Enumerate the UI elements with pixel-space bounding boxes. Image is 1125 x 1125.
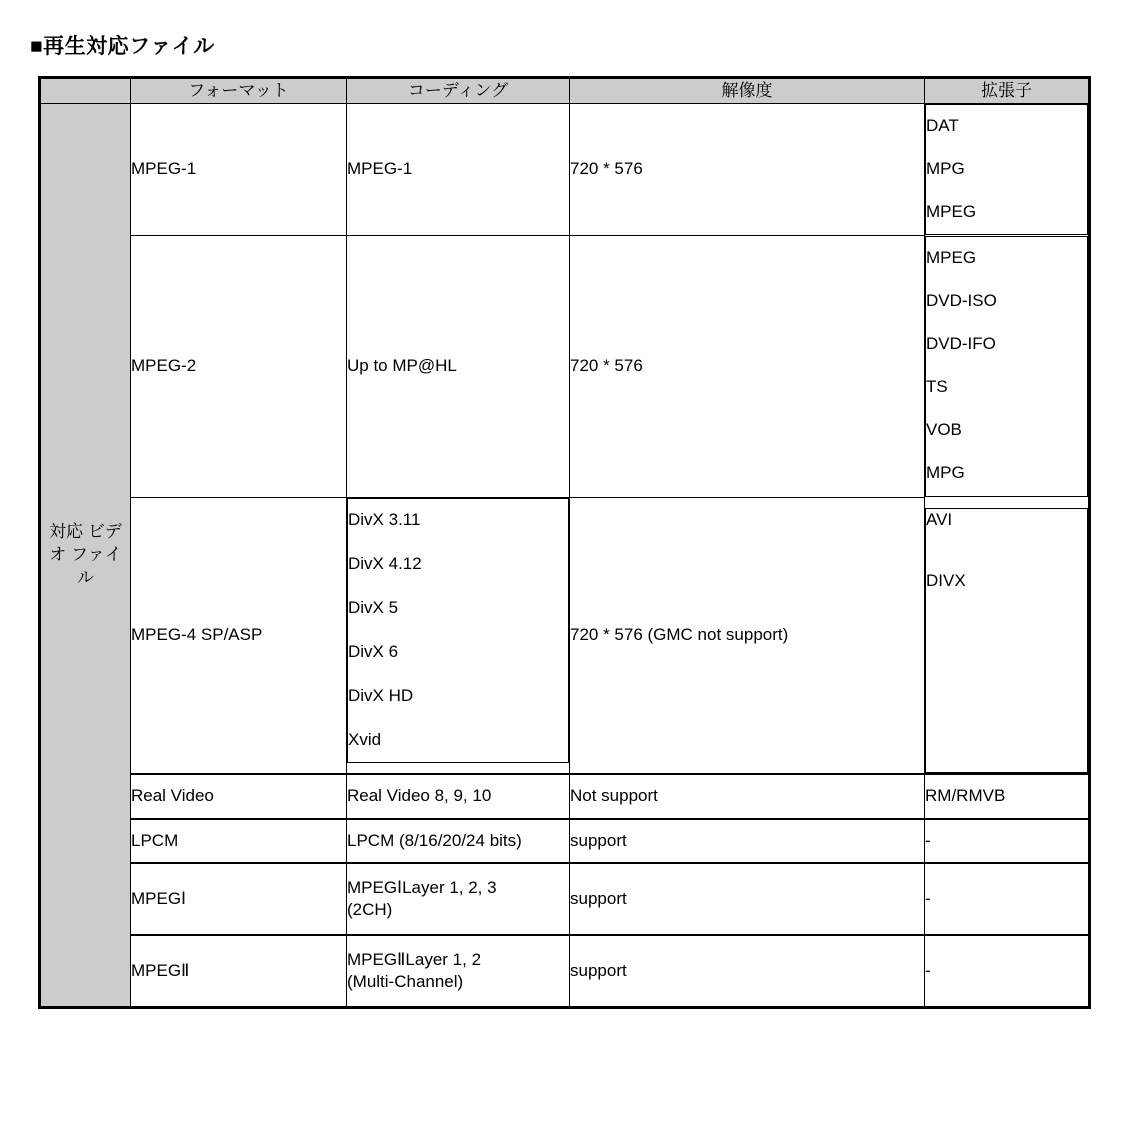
extension-item: MPEG <box>926 247 977 267</box>
row-group-label-line-3: ファイル <box>71 544 122 587</box>
table-header <box>40 78 1090 104</box>
cell-extension <box>925 236 1088 497</box>
extension-item: VOB <box>926 420 962 440</box>
cell-coding <box>347 104 570 236</box>
cell-coding <box>347 236 570 498</box>
row-group-label-line-2: ビデオ <box>49 521 122 564</box>
coding-item: (2CH) <box>347 900 393 920</box>
coding-item: (Multi-Channel) <box>347 972 464 992</box>
table-body <box>40 104 1090 1008</box>
coding-item: Real Video 8, 9, 10 <box>347 786 492 806</box>
coding-item: Up to MP@HL <box>347 356 457 376</box>
coding-item: DivX 3.11 <box>348 510 421 530</box>
table-row <box>40 819 1090 863</box>
cell-extension <box>925 774 1090 819</box>
extension-item: DAT <box>926 116 959 136</box>
extension-item: MPEG <box>926 202 977 222</box>
cell-resolution: support <box>570 863 925 935</box>
table-row <box>40 236 1090 498</box>
table-row <box>40 498 1090 775</box>
cell-extension <box>925 508 1088 773</box>
extension-item: - <box>925 888 931 908</box>
cell-format: Real Video <box>131 774 347 819</box>
cell-coding <box>347 819 570 863</box>
table-row <box>40 863 1090 935</box>
cell-resolution: 720 * 576 (GMC not support) <box>570 498 925 775</box>
extension-item: AVI <box>926 510 953 530</box>
cell-resolution: 720 * 576 <box>570 236 925 498</box>
cell-coding <box>347 935 570 1008</box>
cell-coding <box>347 774 570 819</box>
coding-item: MPEGⅠLayer 1, 2, 3 <box>347 877 497 897</box>
header-corner <box>40 78 131 104</box>
supported-files-table-wrapper <box>38 76 1088 1009</box>
cell-resolution: support <box>570 935 925 1008</box>
cell-format: MPEG-2 <box>131 236 347 498</box>
header-coding: コーディング <box>347 78 570 104</box>
extension-item: DVD-IFO <box>926 333 996 353</box>
table-row <box>40 935 1090 1008</box>
extension-item: TS <box>926 377 948 397</box>
table-header-row <box>40 78 1090 104</box>
coding-item: DivX 5 <box>348 598 399 618</box>
extension-item: RM/RMVB <box>925 786 1006 806</box>
header-extension: 拡張子 <box>925 78 1090 104</box>
row-group-label-line-1: 対応 <box>49 521 84 541</box>
extension-item: - <box>925 960 931 980</box>
cell-format: MPEGⅡ <box>131 935 347 1008</box>
extension-item: DIVX <box>926 571 966 591</box>
cell-resolution: support <box>570 819 925 863</box>
coding-item: Xvid <box>348 729 382 749</box>
cell-resolution: Not support <box>570 774 925 819</box>
header-resolution: 解像度 <box>570 78 925 104</box>
cell-extension <box>925 863 1090 935</box>
coding-item: MPEGⅡLayer 1, 2 <box>347 949 482 969</box>
cell-format: LPCM <box>131 819 347 863</box>
header-format: フォーマット <box>131 78 347 104</box>
coding-item: MPEG-1 <box>347 159 413 179</box>
cell-coding <box>347 498 569 763</box>
cell-format: MPEG-1 <box>131 104 347 236</box>
row-group-label-video-files <box>40 104 131 1008</box>
cell-extension <box>925 935 1090 1008</box>
extension-item: - <box>925 830 931 850</box>
cell-extension <box>925 819 1090 863</box>
cell-resolution: 720 * 576 <box>570 104 925 236</box>
coding-item: DivX 4.12 <box>348 554 422 574</box>
supported-playback-files-table <box>38 76 1091 1009</box>
extension-item: MPG <box>926 463 965 483</box>
coding-item: DivX HD <box>348 685 414 705</box>
table-row <box>40 104 1090 236</box>
cell-format: MPEG-4 SP/ASP <box>131 498 347 775</box>
coding-item: LPCM (8/16/20/24 bits) <box>347 830 522 850</box>
cell-extension <box>925 104 1088 235</box>
cell-coding <box>347 863 570 935</box>
extension-item: MPG <box>926 159 965 179</box>
table-row <box>40 774 1090 819</box>
page-title: ■再生対応ファイル <box>30 35 215 58</box>
cell-format: MPEGⅠ <box>131 863 347 935</box>
coding-item: DivX 6 <box>348 641 399 661</box>
extension-item: DVD-ISO <box>926 290 997 310</box>
